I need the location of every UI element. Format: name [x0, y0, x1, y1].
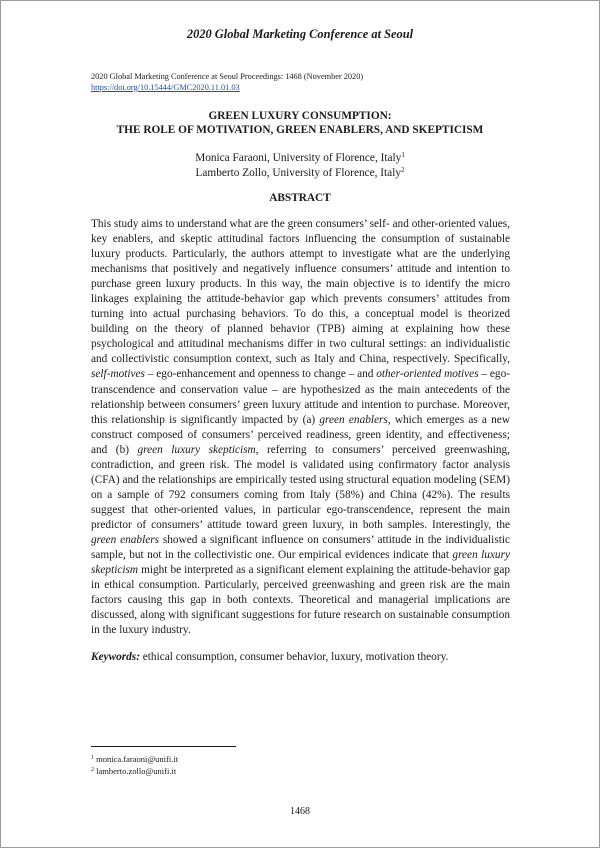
- running-head: 2020 Global Marketing Conference at Seoul: [186, 27, 414, 41]
- abstract-text: This study aims to understand what are the green consumers’ self- and other-oriented values, key enablers, and skeptic attitudinal factors influencing the consumption of sustainable luxury products. Particularly, the authors attempt to investigate what are the underlying mechanisms that positively and negatively influence consumers’ attitude and intention to purchase green luxury products. In this way, the main objective is to identify the micro linkages explaining the attitude-behavior gap which prevents consumers’ attitudes from turning into actual purchasing behaviors. To do this, a conceptual model is theorized building on the theory of planned behavior (TPB) aiming at explaining how these psychological and attitudinal mechanisms differ in two cultural settings: an individualistic and collectivistic consumption context, such as Italy and China, respectively. Specifically,: [91, 218, 510, 366]
- keywords: [91, 651, 510, 663]
- proceedings-info: [91, 71, 363, 93]
- footnote-mark: 1: [401, 151, 405, 159]
- title-line-1: GREEN LUXURY CONSUMPTION:: [208, 110, 392, 122]
- doi-link[interactable]: https://doi.org/10.15444/GMC2020.11.01.03: [91, 83, 240, 92]
- abstract-emphasis: green enablers: [319, 413, 388, 426]
- footnote-1: [91, 753, 178, 765]
- abstract-text: showed a significant influence on consumers’ attitude in the individualistic sample, but not in the collectivistic one. Our empirical evidences indicate that: [91, 533, 511, 562]
- abstract-text: might be interpreted as a significant element explaining the attitude-behavior gap in ethical consumption. Particularly, perceived greenwashing and green risk are the main factors causing this gap in both contexts. Theoretical and managerial implications are discussed, along with significant suggestions for future research on sustainable consumption in the luxury industry.: [91, 564, 510, 637]
- proceedings-citation: 2020 Global Marketing Conference at Seoul Proceedings: 1468 (November 2020): [91, 72, 364, 81]
- abstract-emphasis: other-oriented motives: [376, 368, 479, 381]
- footnote-mark: 1: [91, 755, 94, 761]
- footnote-email: monica.faraoni@unifi.it: [94, 754, 179, 764]
- abstract-emphasis: green enablers: [91, 533, 160, 546]
- author-1: [0, 151, 600, 166]
- footnote-2: [91, 765, 178, 777]
- keywords-label: Keywords:: [91, 651, 140, 663]
- abstract-heading: ABSTRACT: [269, 192, 331, 204]
- abstract-emphasis: green luxury skepticism: [137, 443, 256, 456]
- page-number: 1468: [290, 806, 310, 817]
- footnotes: [91, 753, 178, 777]
- author-list: [0, 151, 600, 181]
- paper-title: [0, 109, 600, 137]
- abstract-emphasis: self-motives: [91, 368, 145, 381]
- footnote-mark: 2: [400, 166, 405, 174]
- abstract-text: – ego-transcendence and conservation value – are hypothesized as the main antecedents of the relationship between consumers’ green luxury attitude and intention to purchase. Moreover, this relationship is significantly impacted by (a): [91, 368, 510, 426]
- abstract-emphasis: green luxury skepticism: [91, 549, 510, 577]
- abstract-text: , which emerges as a new construct composed of consumers’ perceived readiness, green identity, and effectiveness; and (b): [91, 413, 510, 456]
- abstract-body: [91, 217, 510, 638]
- footnote-mark: 2: [91, 767, 94, 773]
- footnote-email: lamberto.zollo@unifi.it: [94, 766, 177, 776]
- title-line-2: THE ROLE OF MOTIVATION, GREEN ENABLERS, AND SKEPTICISM: [116, 124, 484, 136]
- author-name: Monica Faraoni, University of Florence, Italy: [195, 152, 402, 164]
- keywords-text: ethical consumption, consumer behavior, luxury, motivation theory.: [139, 651, 449, 663]
- footnote-divider: [91, 746, 236, 747]
- abstract-text: – ego-enhancement and openness to change – and: [144, 368, 377, 381]
- author-2: [0, 166, 600, 181]
- abstract-text: , referring to consumers’ perceived greenwashing, contradiction, and green risk. The model is validated using confirmatory factor analysis (CFA) and the relationships are empirically tested using structural equation modeling (SEM) on a sample of 792 consumers coming from Italy (58%) and China (42%). The results suggest that other-oriented values, in particular ego-transcendence, represent the main predictor of consumers’ attitude toward green luxury, in both samples. Interestingly, the: [91, 443, 511, 531]
- author-name: Lamberto Zollo, University of Florence, Italy: [195, 167, 401, 179]
